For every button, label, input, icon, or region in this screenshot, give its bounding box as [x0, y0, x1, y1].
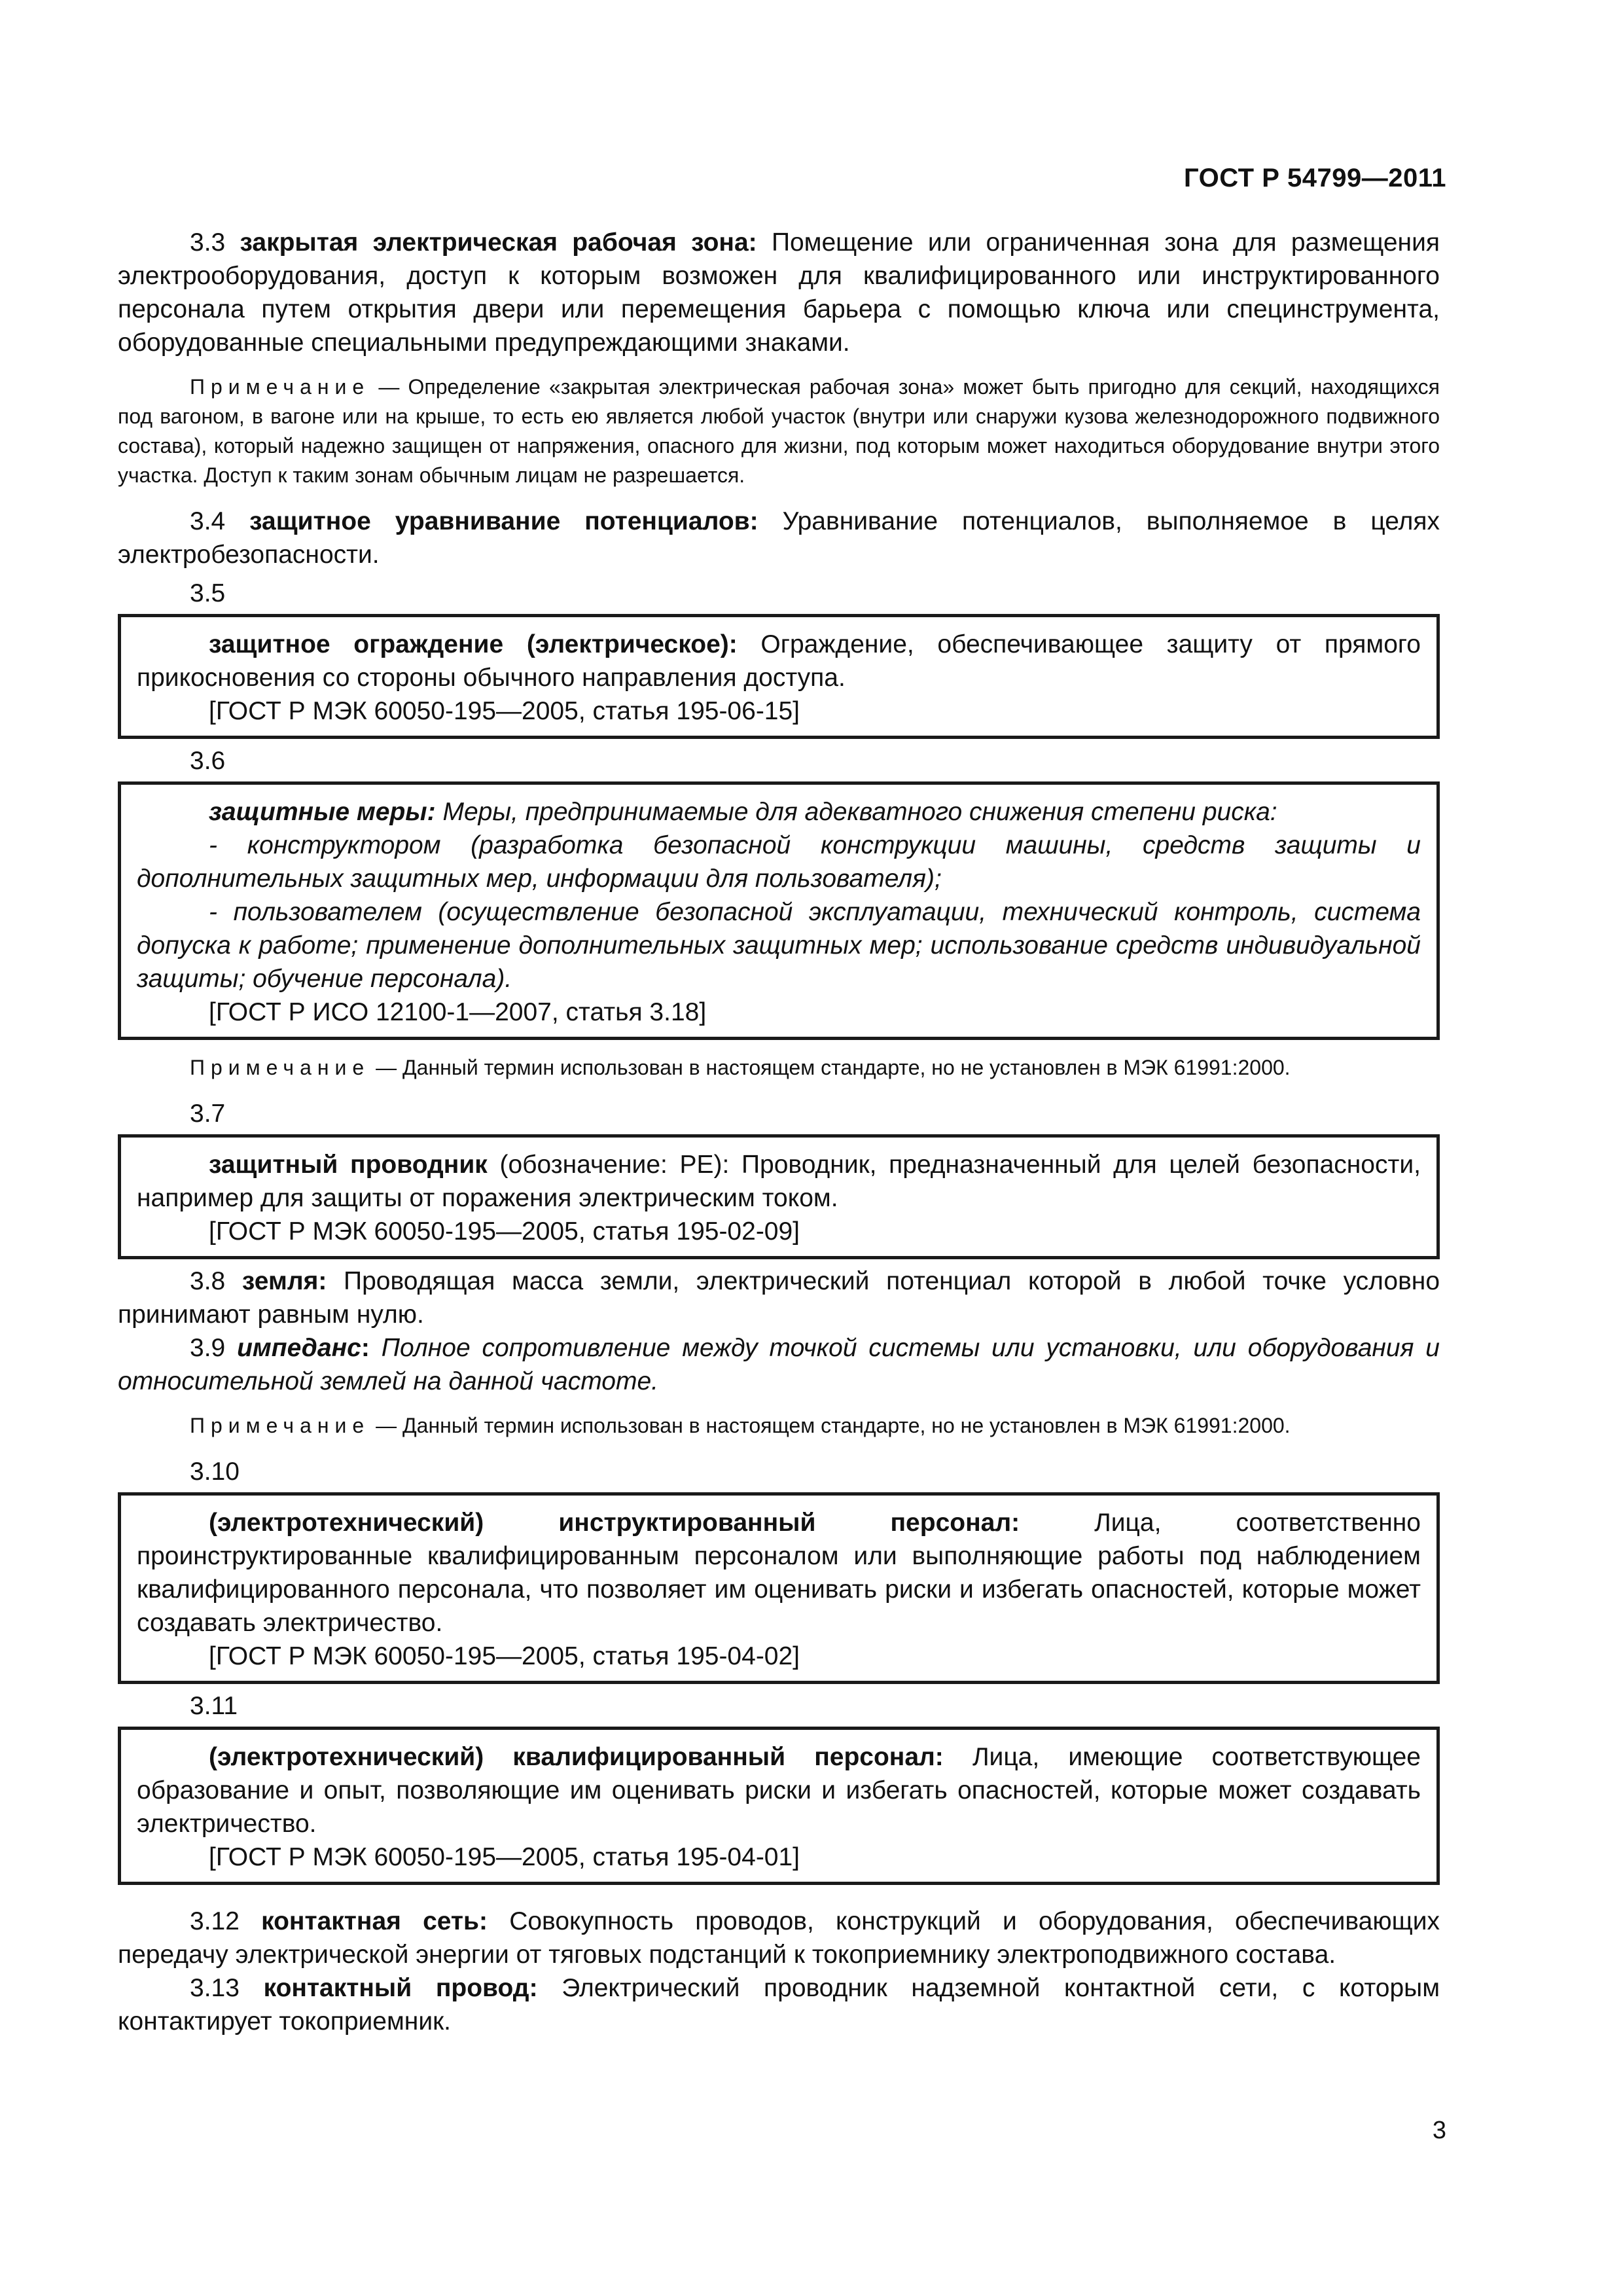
term-3-13: [118, 1971, 1440, 2038]
note-3-3: [118, 372, 1440, 490]
list-item: - пользователем (осуществление безопасной эксплуатации, технический контроль, система допуска к работе; применение дополнительных защитных мер; использование средств индивидуальной защиты; обучение персонала).: [137, 898, 1421, 993]
term-definition: Ограждение, обеспечивающее защиту от прямого прикосновения со стороны обычного направления доступа.: [137, 630, 1421, 692]
term-title: закрытая электрическая рабочая зона:: [240, 228, 757, 257]
term-number: 3.4: [190, 507, 226, 535]
term-3-4: [118, 505, 1440, 571]
term-3-9: [118, 1331, 1440, 1398]
term-3-6: [137, 795, 1421, 829]
term-number-3-10: 3.10: [190, 1458, 240, 1486]
term-number: 3.13: [190, 1974, 240, 2002]
term-definition: Совокупность проводов, конструкций и оборудования, обеспечивающих передачу электрической энергии от тяговых подстанций к токоприемнику электроподвижного состава.: [118, 1907, 1440, 1969]
note-label: Примечание: [190, 1056, 370, 1079]
term-box-3-10: [118, 1492, 1440, 1684]
term-title: земля:: [241, 1267, 327, 1295]
term-definition: Лица, соответственно проинструктированные квалифицированным персоналом или выполняющие работы под наблюдением квалифицированного персонала, что позволяет им оценивать риски и избегать опасностей, которые может создавать электричество.: [137, 1509, 1421, 1637]
term-definition: Полное сопротивление между точкой системы или установки, или оборудования и относительной землей на данной частоте.: [118, 1334, 1440, 1395]
term-title: защитные меры: [209, 798, 427, 826]
term-colon: :: [361, 1334, 370, 1362]
note-label: Примечание: [190, 375, 370, 399]
term-number-3-6: 3.6: [190, 747, 226, 775]
term-definition: Проводящая масса земли, электрический потенциал которой в любой точке условно принимают равным нулю.: [118, 1267, 1440, 1329]
document-content: [118, 226, 1440, 2038]
term-number: 3.3: [190, 228, 226, 257]
standard-header: ГОСТ Р 54799—2011: [1184, 164, 1446, 192]
term-title: защитный проводник: [209, 1151, 488, 1179]
term-3-11: [137, 1740, 1421, 1840]
term-number: 3.8: [190, 1267, 226, 1295]
term-definition: Лица, имеющие соответствующее образование и опыт, позволяющие им оценивать риски и избегать опасностей, которые может создавать электричество.: [137, 1743, 1421, 1838]
term-definition: Проводник, предназначенный для целей безопасности, например для защиты от поражения электрическим током.: [137, 1151, 1421, 1212]
term-title: (электротехнический) инструктированный персонал:: [209, 1509, 1020, 1537]
term-title: импеданс: [237, 1334, 361, 1362]
term-title: (электротехнический) квалифицированный персонал:: [209, 1743, 944, 1771]
term-box-3-6: [118, 781, 1440, 1040]
term-source: [ГОСТ Р МЭК 60050-195—2005, статья 195-04-02]: [209, 1642, 800, 1670]
term-3-7: [137, 1148, 1421, 1215]
term-number-3-11: 3.11: [190, 1692, 238, 1720]
term-source: [ГОСТ Р ИСО 12100-1—2007, статья 3.18]: [209, 998, 707, 1026]
term-colon: :: [427, 798, 436, 826]
note-text: — Определение «закрытая электрическая рабочая зона» может быть пригодно для секций, находящихся под вагоном, в вагоне или на крыше, то есть ею является любой участок (внутри или снаружи кузова железнодорожного подвижного состава), который надежно защищен от напряжения, опасного для жизни, под которым может находиться оборудование внутри этого участка. Доступ к таким зонам обычным лицам не разрешается.: [118, 375, 1440, 487]
page-number: 3: [1432, 2117, 1446, 2144]
note-text: — Данный термин использован в настоящем стандарте, но не установлен в МЭК 61991:2000.: [376, 1056, 1291, 1079]
term-designation: (обозначение: РЕ):: [499, 1151, 730, 1179]
term-definition: Меры, предпринимаемые для адекватного снижения степени риска:: [442, 798, 1277, 826]
term-3-5: [137, 628, 1421, 694]
term-3-8: [118, 1265, 1440, 1331]
term-title: защитное уравнивание потенциалов:: [249, 507, 758, 535]
note-3-9: [118, 1411, 1440, 1441]
term-box-3-7: [118, 1134, 1440, 1259]
term-number-3-7: 3.7: [190, 1100, 226, 1128]
term-definition: Электрический проводник надземной контактной сети, с которым контактирует токоприемник.: [118, 1974, 1440, 2036]
term-number-3-5: 3.5: [190, 579, 226, 607]
term-title: контактный провод:: [263, 1974, 538, 2002]
term-definition: Уравнивание потенциалов, выполняемое в целях электробезопасности.: [118, 507, 1440, 569]
term-number: 3.9: [190, 1334, 226, 1362]
term-source: [ГОСТ Р МЭК 60050-195—2005, статья 195-02-09]: [209, 1217, 800, 1246]
term-3-12: [118, 1905, 1440, 1971]
term-source: [ГОСТ Р МЭК 60050-195—2005, статья 195-06-15]: [209, 697, 800, 725]
term-title: контактная сеть:: [261, 1907, 488, 1935]
term-title: защитное ограждение (электрическое):: [209, 630, 738, 658]
term-number: 3.12: [190, 1907, 240, 1935]
note-3-6: [118, 1053, 1440, 1083]
term-definition: Помещение или ограниченная зона для размещения электрооборудования, доступ к которым возможен для квалифицированного или инструктированного персонала путем открытия двери или перемещения барьера с помощью ключа или специнструмента, оборудованные специальными предупреждающими знаками.: [118, 228, 1440, 357]
note-label: Примечание: [190, 1414, 370, 1437]
term-3-10: [137, 1506, 1421, 1640]
note-text: — Данный термин использован в настоящем стандарте, но не установлен в МЭК 61991:2000.: [376, 1414, 1291, 1437]
list-item: - конструктором (разработка безопасной конструкции машины, средств защиты и дополнительных защитных мер, информации для пользователя);: [137, 831, 1421, 893]
term-box-3-5: [118, 614, 1440, 739]
term-box-3-11: [118, 1727, 1440, 1885]
term-3-3: [118, 226, 1440, 359]
term-source: [ГОСТ Р МЭК 60050-195—2005, статья 195-04-01]: [209, 1843, 800, 1871]
